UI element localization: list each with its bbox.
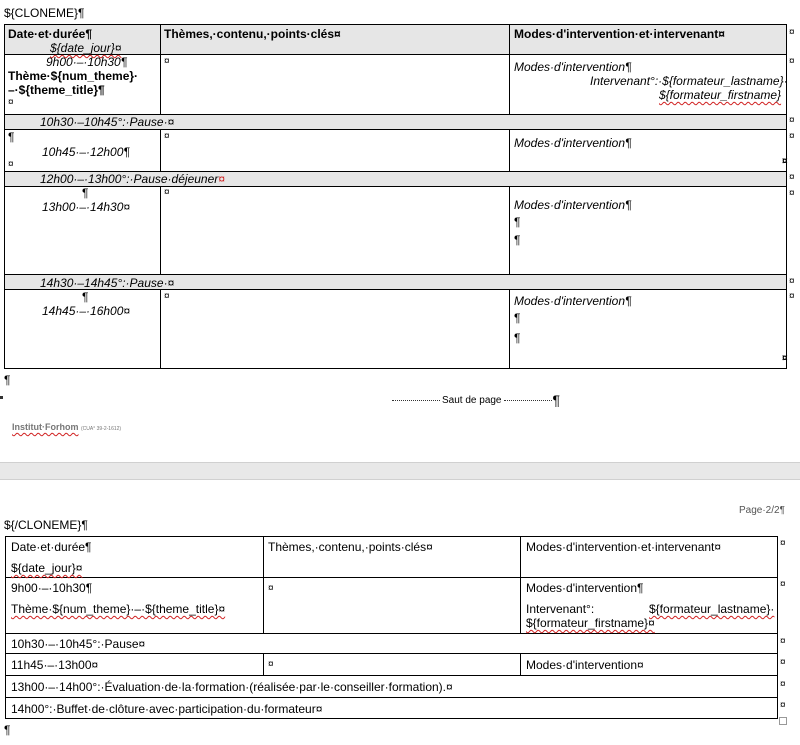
row3-modes: Modes·d'intervention¶ — [514, 198, 632, 212]
row3-themes-cell: ¤ — [164, 187, 170, 198]
row4-pilcrow-b: ¶ — [514, 331, 521, 345]
row-end-mark: ¤ — [780, 636, 786, 647]
pause2-text: 14h30·–14h45°:·Pause·¤ — [40, 276, 175, 290]
row-end-mark: ¤ — [780, 579, 786, 590]
row-end-mark: ¤ — [780, 700, 786, 711]
row-end-mark: ¤ — [789, 56, 795, 67]
row1-firstname: ${formateur_firstname} — [659, 88, 782, 102]
row-end-mark: ¤ — [789, 291, 795, 302]
row-end-mark: ¤ — [789, 188, 795, 199]
row-end-mark: ¤ — [789, 172, 795, 183]
row2-pilcrow: ¶ — [8, 130, 15, 144]
p2-end-pilcrow: ¶ — [4, 723, 11, 737]
after-table-pilcrow: ¶ — [4, 373, 11, 387]
row4-pilcrow-a: ¶ — [514, 311, 521, 325]
footer-org: Institut·Forhom (CUA° 39-2-1612) — [12, 422, 122, 432]
row4-time: 14h45·–·16h00¤ — [42, 304, 131, 318]
p2-header-date: Date·et·durée¶ — [11, 540, 92, 554]
row4-pilcrow: ¶ — [82, 290, 89, 304]
page-separator — [0, 462, 800, 480]
row-end-mark: ¤ — [789, 131, 795, 142]
row4-modes: Modes·d'intervention¶ — [514, 294, 632, 308]
anchor-dot — [0, 396, 3, 399]
row1-modes: Modes·d'intervention¶ — [514, 60, 632, 74]
row3-time: 13h00·–·14h30¤ — [42, 200, 131, 214]
p2-header-modes: Modes·d'intervention·et·intervenant¤ — [526, 540, 722, 554]
p2-row1-intervenant: Intervenant°: — [526, 602, 595, 616]
p2-row2-modes: Modes·d'intervention¤ — [526, 658, 644, 672]
table-resize-handle[interactable] — [779, 717, 787, 725]
p2-row2-time: 11h45·–·13h00¤ — [11, 658, 99, 672]
p2-row1-time: 9h00·–·10h30¶ — [11, 581, 93, 595]
header-modes: Modes·d'intervention·et·intervenant¤ — [514, 27, 725, 41]
p2-row1-theme: Thème·${num_theme}·–·${theme_title}¤ — [11, 602, 226, 616]
row1-themes-cell: ¤ — [164, 56, 170, 67]
p2-row1-lastname: ${formateur_lastname}· — [649, 602, 775, 616]
p2-pause: 10h30·–·10h45°:·Pause¤ — [11, 637, 146, 651]
row4-themes-cell: ¤ — [164, 291, 170, 302]
row1-intervenant: Intervenant°:·${formateur_lastname}· — [590, 74, 788, 88]
row1-theme-label: Thème·${num_theme}· — [8, 69, 139, 83]
p2-row2-themes-cell: ¤ — [268, 659, 274, 670]
clone-end-tag: ${/CLONEME}¶ — [4, 518, 88, 532]
p2-row1-modes: Modes·d'intervention¶ — [526, 581, 644, 595]
p2-header-themes: Thèmes,·contenu,·points·clés¤ — [268, 540, 433, 554]
p2-row1-themes-cell: ¤ — [268, 583, 274, 594]
row1-cell-mark: ¤ — [8, 97, 14, 108]
row-end-mark: ¤ — [789, 115, 795, 126]
pause1-text: 10h30·–10h45°:·Pause·¤ — [40, 115, 175, 129]
p2-row1-firstname: ${formateur_firstname}¤ — [526, 616, 655, 630]
row3-pilcrow: ¶ — [82, 186, 89, 200]
row2-modes: Modes·d'intervention¶ — [514, 136, 632, 150]
page-break-marker: Saut de page ¶ — [392, 392, 560, 408]
row2-cell-mark: ¤ — [8, 159, 14, 170]
row2-modes-end: ¤ — [782, 156, 788, 167]
row3-pilcrow-b: ¶ — [514, 233, 521, 247]
row1-time: 9h00·–·10h30¶ — [46, 55, 128, 69]
p2-buffet: 14h00°:·Buffet·de·clôture·avec·participation·du·formateur¤ — [11, 702, 323, 716]
clone-start-tag: ${CLONEME}¶ — [4, 6, 85, 20]
row-end-mark: ¤ — [780, 538, 786, 549]
row-end-mark: ¤ — [789, 27, 795, 38]
row1-theme-title: –·${theme_title}¶ — [8, 83, 105, 97]
row-end-mark: ¤ — [789, 276, 795, 287]
p2-date-jour: ${date_jour}¤ — [11, 561, 83, 575]
page-number: Page·2/2¶ — [739, 505, 785, 516]
row2-time: 10h45·–·12h00¶ — [42, 145, 130, 159]
row4-modes-end: ¤ — [782, 353, 788, 364]
row3-pilcrow-a: ¶ — [514, 215, 521, 229]
date-jour-field: ${date_jour}¤ — [50, 41, 122, 55]
lunch-text: 12h00·–·13h00°:·Pause·déjeuner¤ — [40, 172, 225, 186]
header-themes: Thèmes,·contenu,·points·clés¤ — [164, 27, 341, 41]
row-end-mark: ¤ — [780, 657, 786, 668]
header-date: Date·et·durée¶ — [8, 27, 93, 41]
row-end-mark: ¤ — [780, 679, 786, 690]
row2-themes-cell: ¤ — [164, 131, 170, 142]
p2-evaluation: 13h00·–·14h00°:·Évaluation·de·la·formation·(réalisée·par·le·conseiller·formation).¤ — [11, 680, 453, 694]
